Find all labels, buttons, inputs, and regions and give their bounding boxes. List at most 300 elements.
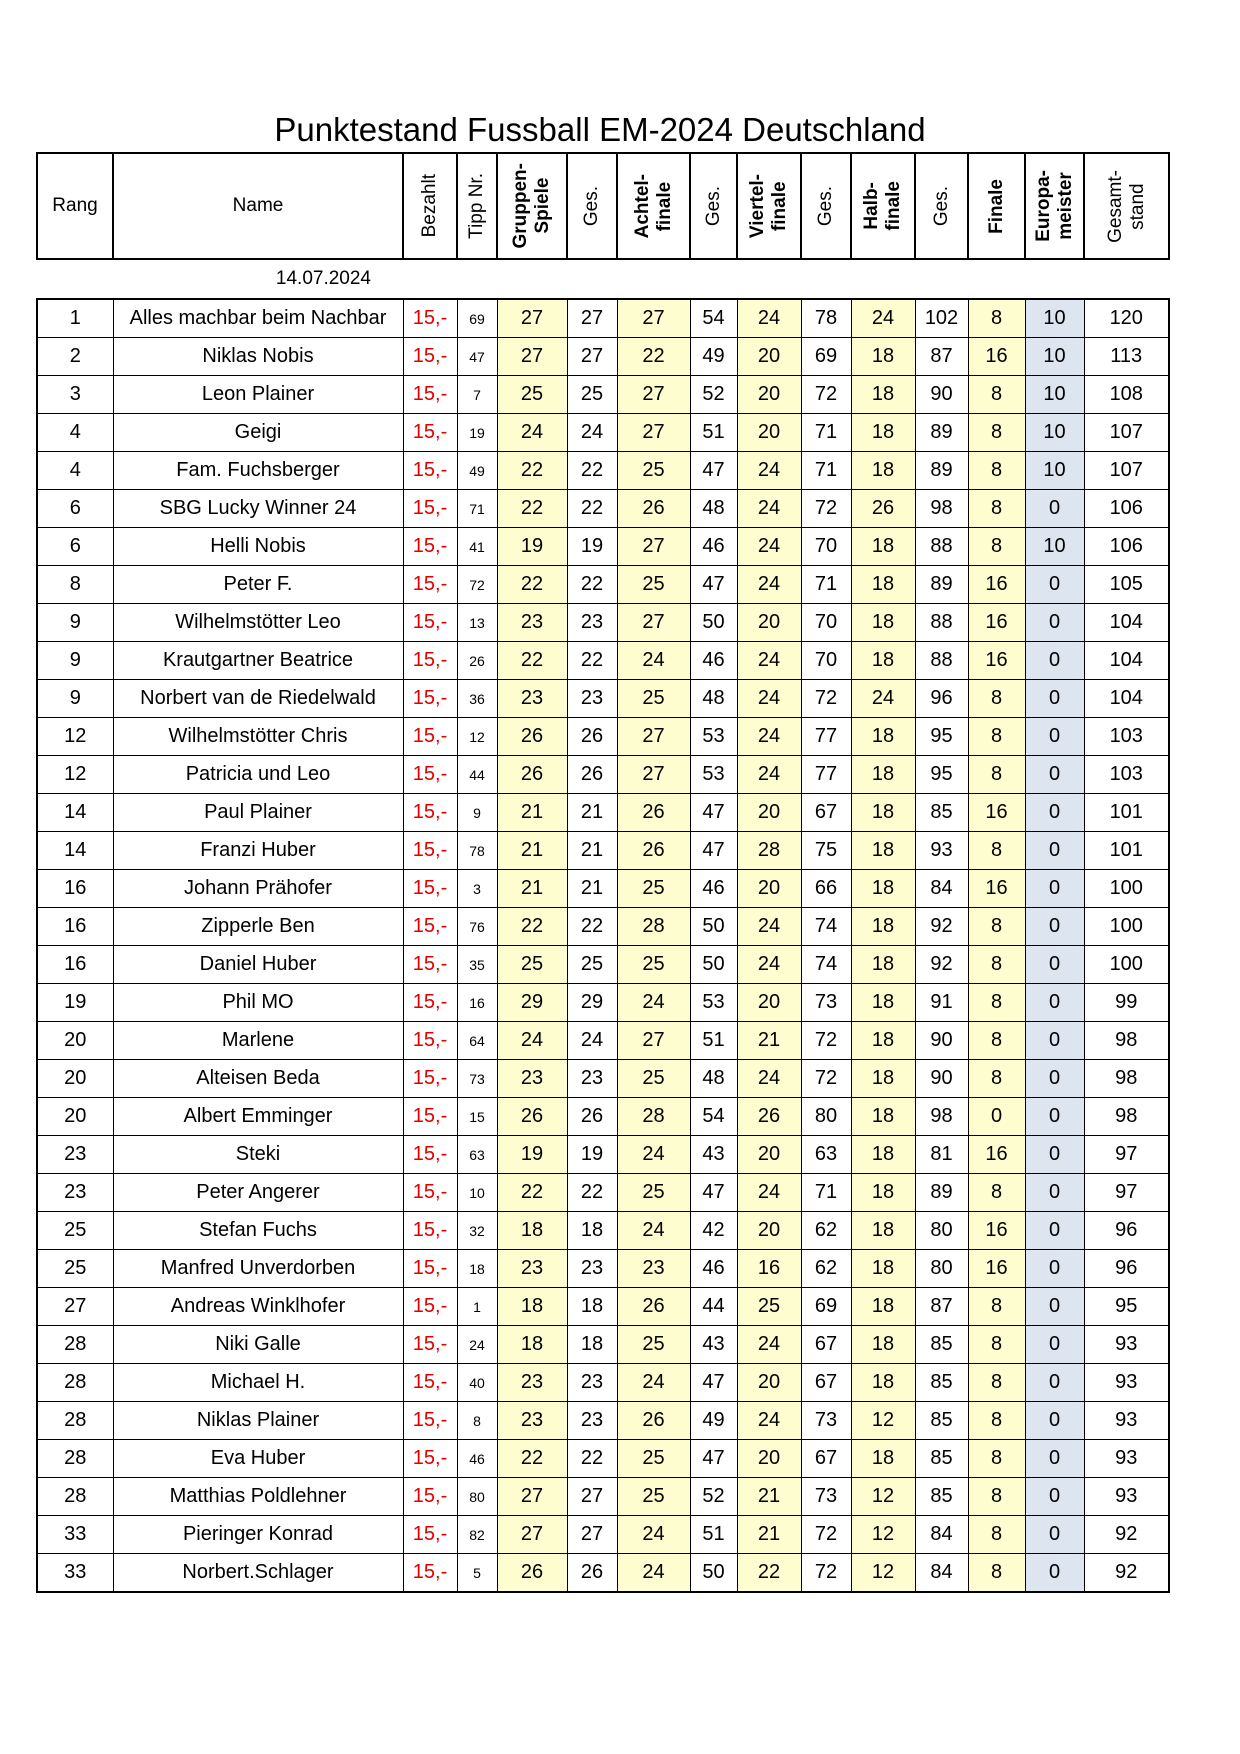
cell-bezahlt: 15,-: [403, 1250, 457, 1288]
cell-name: Alles machbar beim Nachbar: [113, 299, 403, 338]
cell-name: Geigi: [113, 414, 403, 452]
cell-achtelfinale: 27: [617, 299, 690, 338]
cell-ges-4: 89: [915, 414, 968, 452]
cell-name: Alteisen Beda: [113, 1060, 403, 1098]
cell-viertelfinale: 24: [737, 680, 801, 718]
cell-tipp-nr: 9: [457, 794, 497, 832]
cell-ges-3: 77: [801, 718, 851, 756]
cell-tipp-nr: 13: [457, 604, 497, 642]
cell-europameister: 0: [1025, 870, 1084, 908]
header-ges-1: Ges.: [567, 153, 617, 259]
table-row: [37, 1288, 1169, 1326]
cell-bezahlt: 15,-: [403, 1554, 457, 1593]
cell-rang: 2: [37, 338, 113, 376]
cell-ges-2: 47: [690, 1364, 737, 1402]
header-tipp: Tipp Nr.: [457, 153, 497, 259]
cell-ges-3: 71: [801, 452, 851, 490]
cell-ges-4: 80: [915, 1212, 968, 1250]
cell-name: Michael H.: [113, 1364, 403, 1402]
cell-tipp-nr: 47: [457, 338, 497, 376]
table-row: [37, 1060, 1169, 1098]
cell-bezahlt: 15,-: [403, 1060, 457, 1098]
cell-gruppenspiele: 27: [497, 338, 567, 376]
cell-europameister: 0: [1025, 490, 1084, 528]
cell-bezahlt: 15,-: [403, 794, 457, 832]
cell-ges-3: 72: [801, 1022, 851, 1060]
header-ges-2: Ges.: [690, 153, 737, 259]
cell-ges-3: 63: [801, 1136, 851, 1174]
cell-achtelfinale: 25: [617, 1326, 690, 1364]
cell-viertelfinale: 24: [737, 299, 801, 338]
page-title: Punktestand Fussball EM-2024 Deutschland: [274, 111, 926, 148]
cell-rang: 33: [37, 1554, 113, 1593]
header-name: Name: [113, 153, 403, 259]
cell-gesamtstand: 105: [1084, 566, 1169, 604]
cell-viertelfinale: 21: [737, 1022, 801, 1060]
cell-finale: 8: [968, 946, 1025, 984]
cell-ges-3: 66: [801, 870, 851, 908]
table-row: [37, 1554, 1169, 1593]
table-row: [37, 1212, 1169, 1250]
cell-achtelfinale: 26: [617, 832, 690, 870]
header-ges-3: Ges.: [801, 153, 851, 259]
cell-achtelfinale: 24: [617, 1212, 690, 1250]
cell-ges-1: 23: [567, 604, 617, 642]
cell-tipp-nr: 64: [457, 1022, 497, 1060]
cell-achtelfinale: 27: [617, 376, 690, 414]
cell-finale: 16: [968, 1136, 1025, 1174]
cell-ges-4: 84: [915, 870, 968, 908]
cell-gruppenspiele: 22: [497, 908, 567, 946]
cell-halbfinale: 18: [851, 756, 915, 794]
cell-ges-3: 72: [801, 680, 851, 718]
cell-achtelfinale: 25: [617, 566, 690, 604]
cell-finale: 16: [968, 1250, 1025, 1288]
cell-rang: 16: [37, 870, 113, 908]
cell-rang: 16: [37, 946, 113, 984]
header-achtelfinale: Achtel- finale: [617, 153, 690, 259]
cell-ges-1: 22: [567, 566, 617, 604]
cell-viertelfinale: 20: [737, 794, 801, 832]
cell-europameister: 10: [1025, 299, 1084, 338]
cell-gesamtstand: 101: [1084, 794, 1169, 832]
cell-ges-4: 90: [915, 1060, 968, 1098]
cell-halbfinale: 18: [851, 1212, 915, 1250]
cell-ges-1: 22: [567, 1174, 617, 1212]
cell-ges-2: 50: [690, 946, 737, 984]
cell-rang: 16: [37, 908, 113, 946]
cell-ges-4: 88: [915, 528, 968, 566]
cell-gruppenspiele: 25: [497, 946, 567, 984]
cell-halbfinale: 18: [851, 1364, 915, 1402]
cell-name: Eva Huber: [113, 1440, 403, 1478]
cell-ges-1: 22: [567, 1440, 617, 1478]
table-row: [37, 299, 1169, 338]
cell-ges-2: 47: [690, 566, 737, 604]
cell-ges-2: 53: [690, 756, 737, 794]
cell-halbfinale: 26: [851, 490, 915, 528]
cell-ges-4: 92: [915, 908, 968, 946]
cell-europameister: 0: [1025, 832, 1084, 870]
table-row: [37, 1326, 1169, 1364]
cell-viertelfinale: 26: [737, 1098, 801, 1136]
cell-halbfinale: 18: [851, 1250, 915, 1288]
cell-rang: 28: [37, 1440, 113, 1478]
cell-name: Franzi Huber: [113, 832, 403, 870]
cell-gruppenspiele: 22: [497, 1174, 567, 1212]
cell-gruppenspiele: 23: [497, 680, 567, 718]
cell-name: Wilhelmstötter Leo: [113, 604, 403, 642]
standings-table: [36, 152, 1170, 1593]
cell-ges-2: 44: [690, 1288, 737, 1326]
cell-finale: 8: [968, 414, 1025, 452]
cell-halbfinale: 18: [851, 1098, 915, 1136]
cell-ges-3: 67: [801, 1364, 851, 1402]
cell-achtelfinale: 27: [617, 718, 690, 756]
cell-ges-3: 67: [801, 1326, 851, 1364]
cell-ges-2: 54: [690, 299, 737, 338]
cell-gruppenspiele: 18: [497, 1212, 567, 1250]
cell-achtelfinale: 25: [617, 1440, 690, 1478]
cell-gesamtstand: 98: [1084, 1060, 1169, 1098]
cell-tipp-nr: 71: [457, 490, 497, 528]
cell-ges-1: 27: [567, 299, 617, 338]
cell-ges-2: 43: [690, 1136, 737, 1174]
cell-name: SBG Lucky Winner 24: [113, 490, 403, 528]
cell-finale: 16: [968, 1212, 1025, 1250]
table-row: [37, 718, 1169, 756]
cell-rang: 28: [37, 1364, 113, 1402]
cell-tipp-nr: 18: [457, 1250, 497, 1288]
cell-tipp-nr: 82: [457, 1516, 497, 1554]
table-row: [37, 566, 1169, 604]
cell-gesamtstand: 93: [1084, 1478, 1169, 1516]
cell-ges-4: 85: [915, 1440, 968, 1478]
cell-europameister: 0: [1025, 756, 1084, 794]
cell-viertelfinale: 20: [737, 984, 801, 1022]
cell-ges-4: 84: [915, 1516, 968, 1554]
table-row: [37, 376, 1169, 414]
cell-rang: 14: [37, 832, 113, 870]
cell-tipp-nr: 15: [457, 1098, 497, 1136]
cell-ges-1: 23: [567, 1250, 617, 1288]
cell-europameister: 0: [1025, 680, 1084, 718]
cell-ges-1: 22: [567, 490, 617, 528]
cell-ges-3: 72: [801, 1554, 851, 1593]
cell-rang: 3: [37, 376, 113, 414]
cell-achtelfinale: 24: [617, 1364, 690, 1402]
cell-gesamtstand: 92: [1084, 1554, 1169, 1593]
cell-viertelfinale: 28: [737, 832, 801, 870]
table-row: [37, 756, 1169, 794]
cell-tipp-nr: 32: [457, 1212, 497, 1250]
cell-ges-1: 18: [567, 1326, 617, 1364]
cell-halbfinale: 18: [851, 1136, 915, 1174]
cell-achtelfinale: 26: [617, 1402, 690, 1440]
cell-gruppenspiele: 27: [497, 1478, 567, 1516]
cell-ges-2: 49: [690, 338, 737, 376]
cell-rang: 4: [37, 452, 113, 490]
cell-europameister: 0: [1025, 1402, 1084, 1440]
cell-europameister: 0: [1025, 946, 1084, 984]
cell-ges-1: 18: [567, 1288, 617, 1326]
date-label: 14.07.2024: [275, 268, 371, 289]
cell-rang: 12: [37, 756, 113, 794]
cell-ges-4: 89: [915, 1174, 968, 1212]
cell-ges-1: 25: [567, 376, 617, 414]
cell-ges-1: 19: [567, 1136, 617, 1174]
cell-europameister: 10: [1025, 414, 1084, 452]
cell-ges-3: 73: [801, 984, 851, 1022]
cell-europameister: 10: [1025, 528, 1084, 566]
cell-gesamtstand: 95: [1084, 1288, 1169, 1326]
cell-name: Peter F.: [113, 566, 403, 604]
header-finale: Finale: [968, 153, 1025, 259]
cell-europameister: 10: [1025, 452, 1084, 490]
cell-ges-2: 48: [690, 490, 737, 528]
header-gesamtstand: Gesamt- stand: [1084, 153, 1169, 259]
cell-ges-3: 77: [801, 756, 851, 794]
cell-rang: 4: [37, 414, 113, 452]
cell-viertelfinale: 21: [737, 1478, 801, 1516]
cell-gruppenspiele: 26: [497, 756, 567, 794]
cell-finale: 8: [968, 680, 1025, 718]
cell-ges-4: 92: [915, 946, 968, 984]
cell-tipp-nr: 19: [457, 414, 497, 452]
cell-viertelfinale: 16: [737, 1250, 801, 1288]
cell-bezahlt: 15,-: [403, 1364, 457, 1402]
cell-rang: 6: [37, 490, 113, 528]
table-row: [37, 1516, 1169, 1554]
cell-gruppenspiele: 22: [497, 452, 567, 490]
cell-ges-4: 98: [915, 490, 968, 528]
cell-tipp-nr: 1: [457, 1288, 497, 1326]
cell-ges-4: 95: [915, 756, 968, 794]
cell-ges-2: 42: [690, 1212, 737, 1250]
table-row: [37, 794, 1169, 832]
cell-finale: 16: [968, 642, 1025, 680]
cell-gruppenspiele: 24: [497, 1022, 567, 1060]
cell-ges-3: 72: [801, 1060, 851, 1098]
cell-ges-4: 88: [915, 642, 968, 680]
cell-rang: 12: [37, 718, 113, 756]
header-halbfinale: Halb- finale: [851, 153, 915, 259]
cell-ges-4: 85: [915, 1402, 968, 1440]
cell-ges-2: 48: [690, 1060, 737, 1098]
cell-halbfinale: 18: [851, 1440, 915, 1478]
cell-ges-2: 47: [690, 1174, 737, 1212]
cell-gruppenspiele: 21: [497, 794, 567, 832]
cell-viertelfinale: 24: [737, 566, 801, 604]
cell-europameister: 0: [1025, 1060, 1084, 1098]
cell-name: Wilhelmstötter Chris: [113, 718, 403, 756]
cell-ges-4: 88: [915, 604, 968, 642]
cell-ges-1: 26: [567, 756, 617, 794]
cell-bezahlt: 15,-: [403, 908, 457, 946]
cell-gruppenspiele: 25: [497, 376, 567, 414]
cell-gesamtstand: 120: [1084, 299, 1169, 338]
cell-rang: 20: [37, 1060, 113, 1098]
cell-gesamtstand: 98: [1084, 1022, 1169, 1060]
cell-europameister: 0: [1025, 642, 1084, 680]
cell-ges-1: 22: [567, 452, 617, 490]
cell-bezahlt: 15,-: [403, 299, 457, 338]
table-row: [37, 908, 1169, 946]
header-ges-4: Ges.: [915, 153, 968, 259]
cell-ges-4: 87: [915, 338, 968, 376]
cell-gruppenspiele: 22: [497, 490, 567, 528]
cell-finale: 8: [968, 1288, 1025, 1326]
cell-tipp-nr: 24: [457, 1326, 497, 1364]
cell-rang: 1: [37, 299, 113, 338]
cell-halbfinale: 18: [851, 870, 915, 908]
cell-achtelfinale: 25: [617, 1174, 690, 1212]
cell-europameister: 10: [1025, 376, 1084, 414]
cell-ges-4: 87: [915, 1288, 968, 1326]
cell-bezahlt: 15,-: [403, 604, 457, 642]
cell-achtelfinale: 25: [617, 680, 690, 718]
cell-achtelfinale: 28: [617, 908, 690, 946]
cell-finale: 8: [968, 1174, 1025, 1212]
cell-ges-2: 47: [690, 832, 737, 870]
cell-ges-1: 24: [567, 414, 617, 452]
cell-tipp-nr: 10: [457, 1174, 497, 1212]
cell-ges-2: 51: [690, 1022, 737, 1060]
cell-finale: 8: [968, 376, 1025, 414]
cell-halbfinale: 18: [851, 1174, 915, 1212]
cell-tipp-nr: 8: [457, 1402, 497, 1440]
cell-finale: 16: [968, 604, 1025, 642]
cell-halbfinale: 18: [851, 338, 915, 376]
cell-viertelfinale: 24: [737, 528, 801, 566]
cell-europameister: 0: [1025, 604, 1084, 642]
cell-gesamtstand: 101: [1084, 832, 1169, 870]
cell-gruppenspiele: 19: [497, 528, 567, 566]
cell-ges-3: 72: [801, 376, 851, 414]
table-row: [37, 1364, 1169, 1402]
cell-tipp-nr: 12: [457, 718, 497, 756]
cell-viertelfinale: 24: [737, 1402, 801, 1440]
cell-bezahlt: 15,-: [403, 1326, 457, 1364]
cell-gruppenspiele: 23: [497, 1364, 567, 1402]
cell-ges-2: 53: [690, 718, 737, 756]
cell-viertelfinale: 20: [737, 604, 801, 642]
cell-bezahlt: 15,-: [403, 1174, 457, 1212]
cell-ges-4: 81: [915, 1136, 968, 1174]
cell-name: Matthias Poldlehner: [113, 1478, 403, 1516]
cell-ges-1: 24: [567, 1022, 617, 1060]
cell-gesamtstand: 100: [1084, 870, 1169, 908]
cell-gesamtstand: 96: [1084, 1212, 1169, 1250]
cell-gruppenspiele: 26: [497, 1554, 567, 1593]
cell-ges-1: 21: [567, 794, 617, 832]
cell-finale: 8: [968, 1326, 1025, 1364]
cell-viertelfinale: 24: [737, 452, 801, 490]
cell-halbfinale: 18: [851, 794, 915, 832]
table-row: [37, 414, 1169, 452]
cell-ges-4: 96: [915, 680, 968, 718]
cell-ges-3: 70: [801, 528, 851, 566]
cell-achtelfinale: 25: [617, 452, 690, 490]
cell-gesamtstand: 93: [1084, 1402, 1169, 1440]
cell-gruppenspiele: 18: [497, 1326, 567, 1364]
header-row: [37, 153, 1169, 259]
cell-bezahlt: 15,-: [403, 376, 457, 414]
cell-tipp-nr: 69: [457, 299, 497, 338]
cell-viertelfinale: 24: [737, 946, 801, 984]
cell-name: Niki Galle: [113, 1326, 403, 1364]
table-row: [37, 946, 1169, 984]
cell-europameister: 0: [1025, 1022, 1084, 1060]
cell-rang: 25: [37, 1212, 113, 1250]
cell-gesamtstand: 108: [1084, 376, 1169, 414]
cell-finale: 8: [968, 1440, 1025, 1478]
cell-europameister: 0: [1025, 1098, 1084, 1136]
cell-bezahlt: 15,-: [403, 718, 457, 756]
cell-tipp-nr: 5: [457, 1554, 497, 1593]
table-row: [37, 1174, 1169, 1212]
cell-bezahlt: 15,-: [403, 1022, 457, 1060]
cell-viertelfinale: 24: [737, 1174, 801, 1212]
cell-gesamtstand: 98: [1084, 1098, 1169, 1136]
cell-europameister: 0: [1025, 984, 1084, 1022]
cell-bezahlt: 15,-: [403, 490, 457, 528]
cell-tipp-nr: 46: [457, 1440, 497, 1478]
cell-gesamtstand: 104: [1084, 680, 1169, 718]
cell-ges-1: 23: [567, 1364, 617, 1402]
cell-name: Norbert van de Riedelwald: [113, 680, 403, 718]
cell-ges-4: 85: [915, 1326, 968, 1364]
cell-halbfinale: 18: [851, 1288, 915, 1326]
cell-name: Andreas Winklhofer: [113, 1288, 403, 1326]
cell-ges-2: 48: [690, 680, 737, 718]
cell-ges-3: 71: [801, 414, 851, 452]
cell-rang: 23: [37, 1174, 113, 1212]
cell-ges-3: 71: [801, 566, 851, 604]
cell-name: Steki: [113, 1136, 403, 1174]
cell-halbfinale: 18: [851, 414, 915, 452]
cell-tipp-nr: 80: [457, 1478, 497, 1516]
cell-bezahlt: 15,-: [403, 566, 457, 604]
cell-ges-4: 98: [915, 1098, 968, 1136]
cell-rang: 27: [37, 1288, 113, 1326]
cell-halbfinale: 18: [851, 566, 915, 604]
cell-ges-2: 46: [690, 1250, 737, 1288]
cell-gesamtstand: 97: [1084, 1174, 1169, 1212]
cell-halbfinale: 18: [851, 984, 915, 1022]
cell-tipp-nr: 7: [457, 376, 497, 414]
cell-rang: 9: [37, 680, 113, 718]
cell-ges-3: 78: [801, 299, 851, 338]
cell-achtelfinale: 25: [617, 946, 690, 984]
cell-ges-1: 23: [567, 680, 617, 718]
cell-europameister: 0: [1025, 1440, 1084, 1478]
cell-gesamtstand: 92: [1084, 1516, 1169, 1554]
cell-gruppenspiele: 27: [497, 299, 567, 338]
table-row: [37, 1022, 1169, 1060]
cell-tipp-nr: 35: [457, 946, 497, 984]
cell-finale: 0: [968, 1098, 1025, 1136]
cell-ges-1: 26: [567, 1098, 617, 1136]
cell-name: Peter Angerer: [113, 1174, 403, 1212]
cell-gesamtstand: 99: [1084, 984, 1169, 1022]
cell-gesamtstand: 106: [1084, 490, 1169, 528]
cell-gruppenspiele: 18: [497, 1288, 567, 1326]
cell-gruppenspiele: 22: [497, 566, 567, 604]
cell-achtelfinale: 28: [617, 1098, 690, 1136]
cell-gesamtstand: 104: [1084, 642, 1169, 680]
cell-ges-1: 25: [567, 946, 617, 984]
